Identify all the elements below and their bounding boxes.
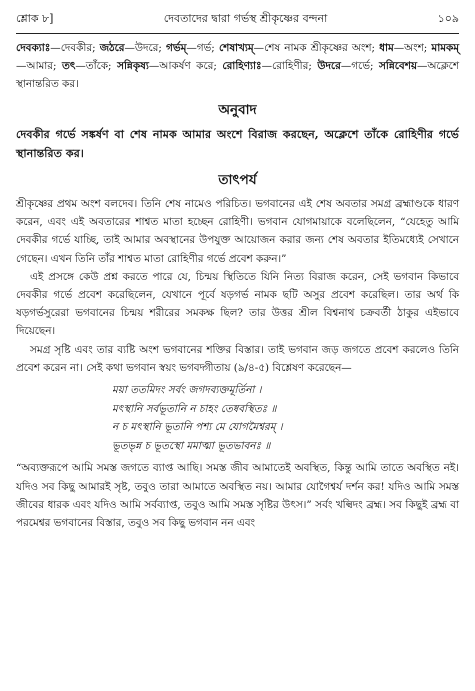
book-page	[16, 10, 459, 532]
wwm-term: মামকম্	[431, 42, 460, 54]
verse-line: মৎস্থানি সর্বভূতানি ন চাহং তেষ্ববস্থিতঃ ॥	[112, 402, 277, 415]
wwm-meaning: —তাঁকে;	[75, 60, 118, 72]
translation-heading: অনুবাদ	[218, 102, 257, 118]
verse-line: ন চ মৎস্থানি ভূতানি পশ্য মে যোগমৈশ্বরম্ ।	[112, 421, 283, 434]
wwm-meaning: —রোহিণীর;	[261, 60, 318, 72]
wwm-meaning: —গর্ভ;	[186, 42, 219, 54]
gita-verse	[112, 381, 459, 455]
page-number: ১০৯	[437, 12, 459, 25]
wwm-term: সন্নিকৃষ্য	[117, 60, 149, 72]
wwm-term: শেষাখ্যম্	[218, 42, 254, 54]
wwm-term: সন্নিবেশয়	[378, 60, 417, 72]
wwm-meaning: —শেষ নামক শ্রীকৃষ্ণের অংশ;	[253, 42, 380, 54]
wwm-term: জঠরে	[99, 42, 125, 54]
purport-paragraph-2: এই প্রসঙ্গে কেউ প্রশ্ন করতে পারে যে, চিন্ময় স্থিতিতে যিনি নিত্য বিরাজ করেন, সেই ভগবান কিভাবে দেবকীর গর্ভে প্রবেশ করেছিলেন, যেখানে পূর্বে ষড়গর্ভ নামক ছটি অসুর প্রবেশ করেছিল। তার অর্থ কি ষড়গর্ভসুরেরা ভগবানের চিন্ময় শরীরের সমকক্ষ ছিল? তার উত্তর শ্রীল বিশ্বনাথ চক্রবর্তী ঠাকুর এইভাবে দিয়েছেন।	[16, 270, 459, 338]
translation-text: দেবকীর গর্ভে সঙ্কর্ষণ বা শেষ নামক আমার অংশে বিরাজ করছেন, অক্লেশে তাঁকে রোহিণীর গর্ভে স্থানান্তরিত কর।	[16, 127, 459, 160]
wwm-meaning: —গর্ভে;	[340, 60, 379, 72]
verse-line: ময়া ততমিদং সর্বং জগদব্যক্তমূর্তিনা ।	[112, 384, 262, 397]
wwm-meaning: —আকর্ষণ করে;	[148, 60, 223, 72]
word-for-word-meanings	[16, 39, 459, 93]
verse-line: ভূতভৃন্ন চ ভূতস্থো মমাত্মা ভূতভাবনঃ ॥	[112, 439, 271, 452]
purport-paragraph-1: শ্রীকৃষ্ণের প্রথম অংশ বলদেব। তিনি শেষ নামেও পরিচিত। ভগবানের এই শেষ অবতার সমগ্র ব্রহ্মাণ্ডকে ধারণ করেন, এবং এই অবতারের শাশ্বত মাতা হচ্ছেন রোহিণী। ভগবান যোগমায়াকে বলেছিলেন, “যেহেতু আমি দেবকীর গর্ভে যাচ্ছি, তাই আমার অবস্থানের উপযুক্ত আয়োজন করার জন্য শেষ অবতার ইতিমধ্যেই সেখানে গেছেন। এখন তিনি তাঁর শাশ্বত মাতা রোহিণীর গর্ভে প্রবেশ করুন।”	[16, 198, 459, 265]
verse-reference: শ্লোক ৮]	[16, 12, 54, 25]
purport-heading: তাৎপর্য	[218, 172, 257, 188]
wwm-term: রোহিণ্যাঃ	[222, 60, 262, 72]
wwm-term: গর্ভম্	[166, 42, 187, 54]
wwm-meaning: —দেবকীর;	[50, 42, 100, 54]
purport-paragraph-3: সমগ্র সৃষ্টি এবং তার ব্যষ্টি অংশ ভগবানের শক্তির বিস্তার। তাই ভগবান জড় জগতে প্রবেশ করলেও তিনি প্রবেশ করেন না। সেই কথা ভগবান স্বয়ং ভগবদ্গীতায় (৯/৪-৫) বিশ্লেষণ করেছেন—	[16, 343, 459, 374]
wwm-meaning: —উদরে;	[124, 42, 167, 54]
wwm-meaning: —অক্লেশে স্থানান্তরিত কর।	[16, 60, 460, 90]
running-header	[16, 10, 459, 34]
wwm-meaning: —অংশ;	[393, 42, 432, 54]
wwm-term: দেবক্যাঃ	[16, 42, 51, 54]
wwm-term: ধাম	[379, 42, 394, 54]
wwm-meaning: —আমার;	[16, 60, 63, 72]
chapter-title: দেবতাদের দ্বারা গর্ভস্থ শ্রীকৃষ্ণের বন্দনা	[163, 12, 328, 25]
wwm-term: উদরে	[317, 60, 341, 72]
wwm-term: তৎ	[62, 60, 76, 72]
purport-paragraph-4: “অব্যক্তরূপে আমি সমস্ত জগতে ব্যাপ্ত আছি। সমস্ত জীব আমাতেই অবস্থিত, কিন্তু আমি তাতে অবস্থিত নই। যদিও সব কিছু আমারই সৃষ্ট, তবুও তারা আমাতে অবস্থিত নয়। আমার যোগৈশ্বর্য দর্শন কর! যদিও আমি সমস্ত জীবের ধারক এবং যদিও আমি সর্বব্যাপ্ত, তবুও আমি সমস্ত সৃষ্টির উৎস।” সর্বং খল্বিদং ব্রহ্ম। সব কিছুই ব্রহ্ম বা পরমেশ্বর ভগবানের বিস্তার, তবুও সব কিছু ভগবান নন এবং	[16, 462, 459, 530]
